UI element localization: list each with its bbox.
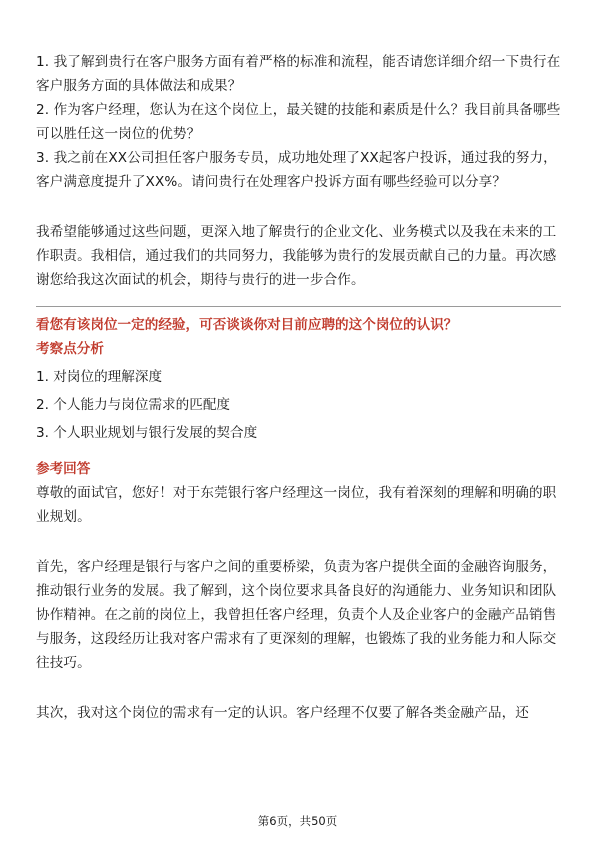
section-divider [36,306,561,307]
analysis-point-2: 2. 个人能力与岗位需求的匹配度 [36,397,231,413]
reference-paragraph-1: 尊敬的面试官，您好！对于东莞银行客户经理这一岗位，我有着深刻的理解和明确的职业规划。 [36,485,557,525]
reference-heading: 参考回答 [36,461,91,477]
analysis-point-3: 3. 个人职业规划与银行发展的契合度 [36,425,258,441]
closing-paragraph: 我希望能够通过这些问题，更深入地了解贵行的企业文化、业务模式以及我在未来的工作职责。我相信，通过我们的共同努力，我能够为贵行的发展贡献自己的力量。再次感谢您给我这次面试的机会，期待与贵行的进一步合作。 [36,224,557,288]
prev-question-2: 2. 作为客户经理，您认为在这个岗位上，最关键的技能和素质是什么？我目前具备哪些可以胜任这一岗位的优势？ [36,102,561,142]
spacer [36,449,561,457]
prev-question-3: 3. 我之前在XX公司担任客户服务专员，成功地处理了XX起客户投诉，通过我的努力，客户满意度提升了XX%。请问贵行在处理客户投诉方面有哪些经验可以分享？ [36,150,557,190]
prev-question-1: 1. 我了解到贵行在客户服务方面有着严格的标准和流程，能否请您详细介绍一下贵行在客户服务方面的具体做法和成果？ [36,54,561,94]
interview-question: 看您有该岗位一定的经验，可否谈谈你对目前应聘的这个岗位的认识？ [36,317,458,333]
reference-paragraph-2: 首先，客户经理是银行与客户之间的重要桥梁，负责为客户提供全面的金融咨询服务，推动银行业务的发展。我了解到，这个岗位要求具备良好的沟通能力、业务知识和团队协作精神。在之前的岗位上，我曾担任客户经理，负责个人及企业客户的金融产品销售与服务，这段经历让我对客户需求有了更深刻的理解，也锻炼了我的业务能力和人际交往技巧。 [36,559,557,671]
analysis-point-1: 1. 对岗位的理解深度 [36,369,163,385]
analysis-heading: 考察点分析 [36,341,104,357]
document-page [36,50,561,725]
spacer [36,194,561,220]
page-number: 第6页，共50页 [257,814,338,828]
reference-paragraph-3: 其次，我对这个岗位的需求有一定的认识。客户经理不仅要了解各类金融产品，还 [36,705,529,721]
spacer [36,529,561,555]
spacer [36,675,561,701]
